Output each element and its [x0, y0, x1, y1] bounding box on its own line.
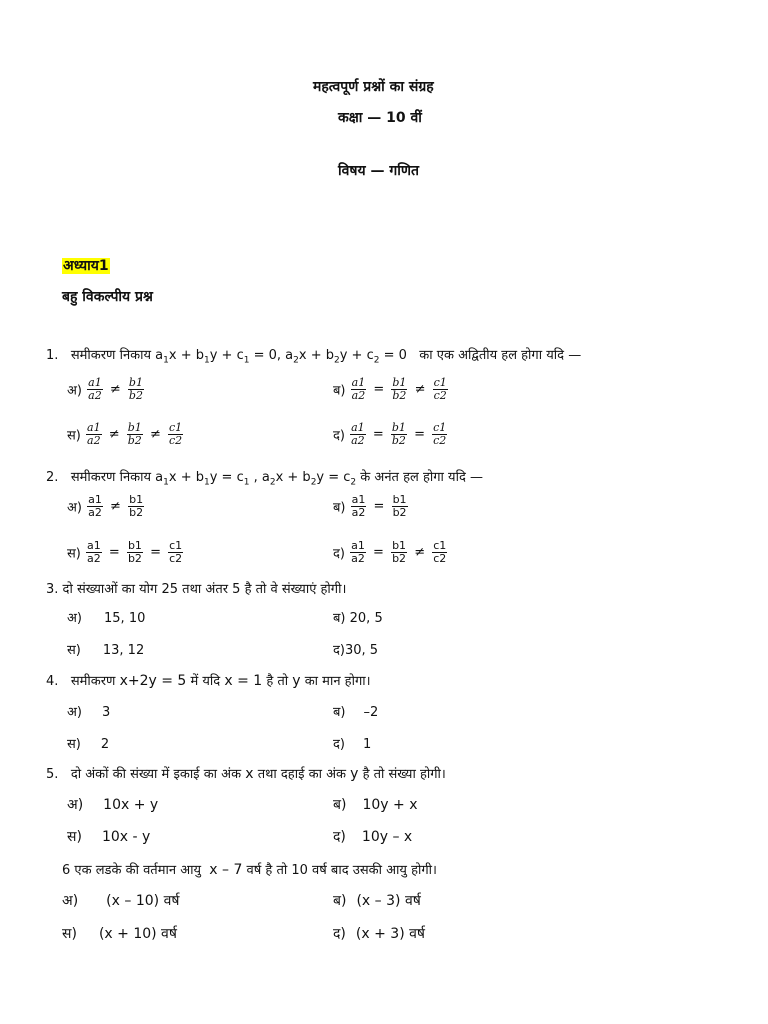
section-heading: बहु विकल्पीय प्रश्न: [62, 289, 153, 305]
q5-option-b: ब) 10y + x: [333, 797, 418, 813]
doc-title: महत्वपूर्ण प्रश्नों का संग्रह: [313, 79, 434, 95]
q6-option-b: ब) (x – 3) वर्ष: [333, 893, 421, 909]
chapter-highlight: अध्याय1: [63, 258, 109, 274]
question-3: 3. दो संख्याओं का योग 25 तथा अंतर 5 है तो वे संख्याएं होगी।: [46, 582, 347, 597]
question-2: 2. समीकरण निकाय $a_1x + b_1y = c_1$ , $a_2x + b_2y = c_2$ के अनंत हल होगा यदि —: [46, 470, 483, 488]
q4-option-c: स) 2: [67, 737, 110, 752]
q5-option-d: द) 10y – x: [333, 829, 413, 845]
q4-option-b: ब) –2: [333, 705, 379, 720]
q1-option-b: ब) $\frac{a1}{a2}$ = $\frac{b1}{b2}$ ≠ $\frac{c1}{c2}$: [333, 376, 447, 402]
q3-option-d: द)30, 5: [333, 643, 379, 658]
question-5: 5. दो अंकों की संख्या में इकाई का अंक x तथा दहाई का अंक y है तो संख्या होगी।: [46, 766, 446, 782]
q2-option-d: द) $\frac{a1}{a2}$ = $\frac{b1}{b2}$ ≠ $\frac{c1}{c2}$: [333, 539, 447, 565]
doc-class: कक्षा — 10 वीं: [338, 110, 422, 126]
question-6: 6 एक लडके की वर्तमान आयु x – 7 वर्ष है तो 10 वर्ष बाद उसकी आयु होगी।: [62, 862, 437, 878]
q2-option-c: स) $\frac{a1}{a2}$ = $\frac{b1}{b2}$ = $\frac{c1}{c2}$: [67, 539, 183, 565]
q1-option-d: द) $\frac{a1}{a2}$ = $\frac{b1}{b2}$ = $\frac{c1}{c2}$: [333, 421, 447, 447]
question-1: 1. समीकरण निकाय $a_1x + b_1y + c_1 = 0$, $a_2x + b_2y + c_2 = 0$ का एक अद्वितीय हल होगा यदि —: [46, 348, 582, 366]
q1-option-c: स) $\frac{a1}{a2}$ ≠ $\frac{b1}{b2}$ ≠ $\frac{c1}{c2}$: [67, 421, 183, 447]
q5-option-c: स) 10x - y: [67, 829, 151, 845]
q1-option-a: अ) $\frac{a1}{a2}$ ≠ $\frac{b1}{b2}$: [67, 376, 143, 402]
q2-option-a: अ) $\frac{a1}{a2}$ ≠ $\frac{b1}{b2}$: [67, 493, 144, 519]
q3-option-a: अ) 15, 10: [67, 611, 146, 626]
q4-option-d: द) 1: [333, 737, 372, 752]
q6-option-a: अ) (x – 10) वर्ष: [62, 893, 180, 909]
question-4: 4. समीकरण x+2y = 5 में यदि x = 1 है तो y का मान होगा।: [46, 673, 371, 689]
q6-option-d: द) (x + 3) वर्ष: [333, 926, 425, 942]
q5-option-a: अ) 10x + y: [67, 797, 159, 813]
q3-option-c: स) 13, 12: [67, 643, 145, 658]
chapter-heading: [62, 256, 110, 275]
q3-option-b: ब) 20, 5: [333, 611, 383, 626]
q2-option-b: ब) $\frac{a1}{a2}$ = $\frac{b1}{b2}$: [333, 493, 407, 519]
q6-option-c: स) (x + 10) वर्ष: [62, 926, 177, 942]
q4-option-a: अ) 3: [67, 705, 111, 720]
doc-subject: विषय — गणित: [338, 163, 419, 179]
